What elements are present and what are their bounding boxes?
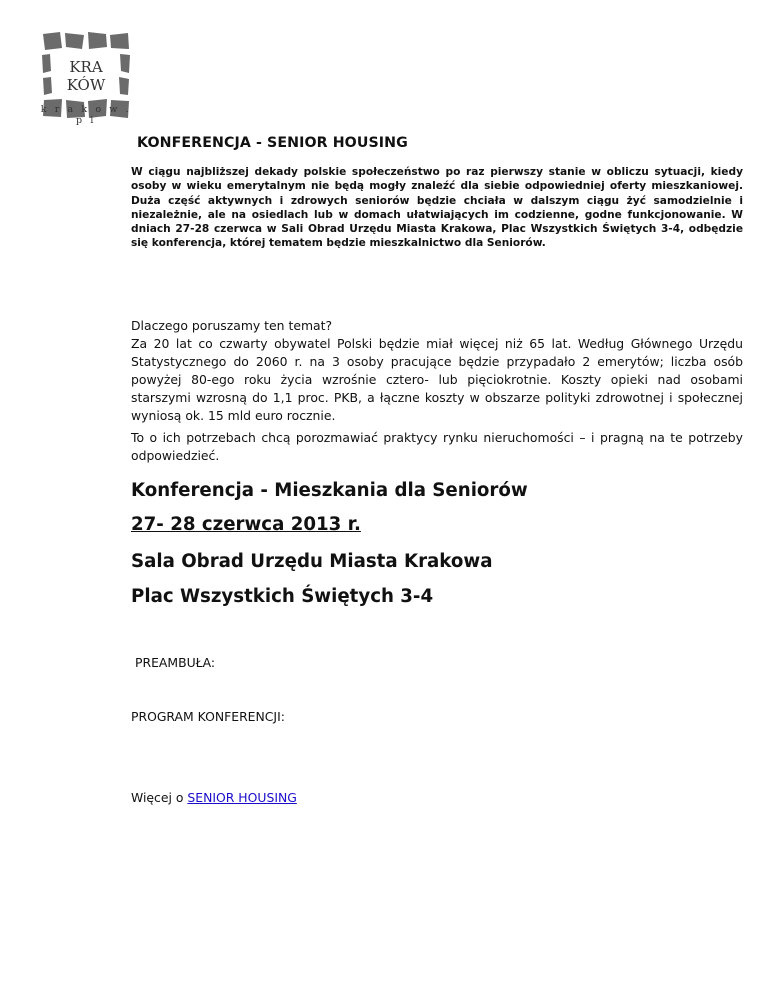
document-title: KONFERENCJA - SENIOR HOUSING <box>137 135 408 151</box>
event-venue-heading: Sala Obrad Urzędu Miasta Krakowa <box>131 551 493 572</box>
why-section <box>131 317 743 425</box>
more-info-line <box>131 790 297 805</box>
needs-paragraph: To o ich potrzebach chcą porozmawiać praktycy rynku nieruchomości – i pragną na te potrzeby odpowiedzieć. <box>131 430 743 463</box>
event-date-heading: 27- 28 czerwca 2013 r. <box>131 514 361 535</box>
more-prefix: Więcej o <box>131 790 188 805</box>
why-question: Dlaczego poruszamy ten temat? <box>131 318 333 333</box>
logo-text-line1: KRA <box>69 58 103 76</box>
logo-text-line2: KÓW <box>66 76 106 94</box>
intro-paragraph: W ciągu najbliższej dekady polskie społeczeństwo po raz pierwszy stanie w obliczu sytuacji, kiedy osoby w wieku emerytalnym nie będą mogły znaleźć dla siebie odpowiedniej oferty mieszkaniowej. Duża część aktywnych i zdrowych seniorów będzie chciała w dalszym ciągu żyć samodzielnie i niezależnie, ale na osiedlach lub w domach ułatwiających im codzienne, godne funkcjonowanie. W dniach 27-28 czerwca w Sali Obrad Urzędu Miasta Krakowa, Plac Wszystkich Świętych 3-4, odbędzie się konferencja, której tematem będzie mieszkalnictwo dla Seniorów. <box>131 166 743 250</box>
event-name-heading: Konferencja - Mieszkania dla Seniorów <box>131 480 528 501</box>
program-label: PROGRAM KONFERENCJI: <box>131 709 285 724</box>
senior-housing-link[interactable]: SENIOR HOUSING <box>187 790 297 805</box>
logo-caption: k r a k o w . p l <box>40 104 132 126</box>
event-address-heading: Plac Wszystkich Świętych 3-4 <box>131 586 434 607</box>
preamble-label: PREAMBUŁA: <box>135 655 216 670</box>
why-text: Za 20 lat co czwarty obywatel Polski będzie miał więcej niż 65 lat. Według Głównego Urzędu Statystycznego do 2060 r. na 3 osoby pracujące będzie przypadało 2 emerytów; liczba osób powyżej 80-ego roku życia wzrośnie cztero- lub pięciokrotnie. Koszty opieki nad osobami starszymi wzrosną do 1,1 proc. PKB, a łączne koszty w obszarze polityki zdrowotnej i społecznej wyniosą ok. 15 mld euro rocznie. <box>131 336 743 423</box>
